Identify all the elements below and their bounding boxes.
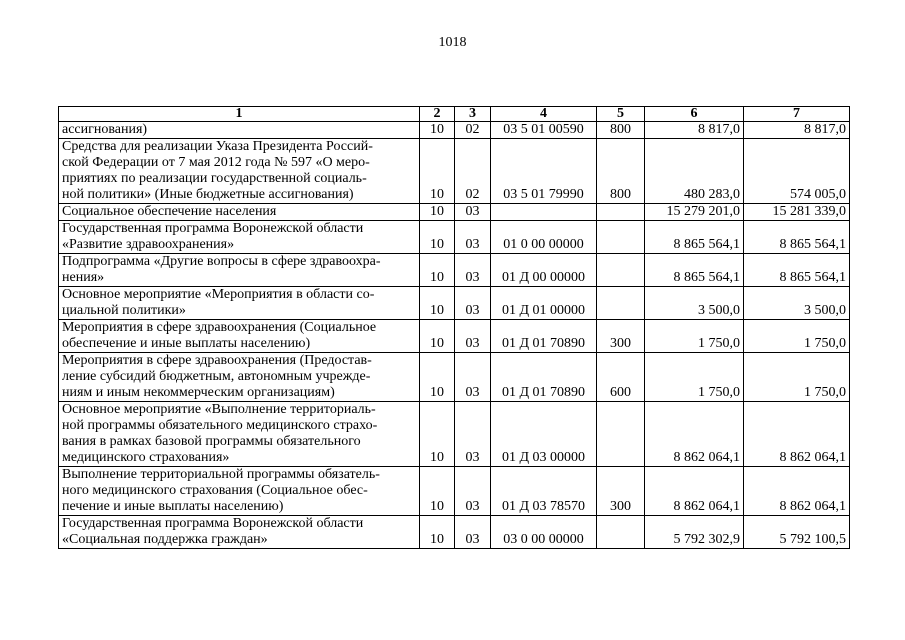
expense-type-cell: 800 bbox=[597, 139, 645, 204]
row-name-line: ской Федерации от 7 мая 2012 года № 597 «О меро- bbox=[62, 155, 370, 170]
table-row bbox=[59, 516, 850, 549]
target-article-cell: 01 Д 03 78570 bbox=[491, 467, 597, 516]
row-name-line: ной программы обязательного медицинского страхо- bbox=[62, 418, 378, 433]
expense-type-cell: 300 bbox=[597, 467, 645, 516]
row-name-cell bbox=[59, 221, 420, 254]
amount-year2-cell: 574 005,0 bbox=[744, 139, 850, 204]
row-name-cell bbox=[59, 287, 420, 320]
section-code-cell: 10 bbox=[420, 467, 455, 516]
target-article-cell: 03 5 01 79990 bbox=[491, 139, 597, 204]
column-header: 5 bbox=[597, 107, 645, 122]
amount-year2-cell: 8 865 564,1 bbox=[744, 254, 850, 287]
row-name-line: Основное мероприятие «Выполнение территориаль- bbox=[62, 402, 376, 417]
section-code-cell: 10 bbox=[420, 516, 455, 549]
target-article-cell: 01 0 00 00000 bbox=[491, 221, 597, 254]
row-name-line: циальной политики» bbox=[62, 303, 186, 318]
row-name-line: приятиях по реализации государственной социаль- bbox=[62, 171, 367, 186]
amount-year2-cell: 8 862 064,1 bbox=[744, 467, 850, 516]
target-article-cell bbox=[491, 204, 597, 221]
row-name-line: медицинского страхования» bbox=[62, 450, 230, 465]
amount-year1-cell: 8 865 564,1 bbox=[645, 254, 744, 287]
amount-year2-cell: 15 281 339,0 bbox=[744, 204, 850, 221]
subsection-code-cell: 03 bbox=[455, 221, 491, 254]
section-code-cell: 10 bbox=[420, 221, 455, 254]
table-row bbox=[59, 204, 850, 221]
table-row bbox=[59, 353, 850, 402]
expense-type-cell bbox=[597, 254, 645, 287]
subsection-code-cell: 02 bbox=[455, 122, 491, 139]
row-name-cell bbox=[59, 467, 420, 516]
row-name-line: Основное мероприятие «Мероприятия в области со- bbox=[62, 287, 375, 302]
column-header: 2 bbox=[420, 107, 455, 122]
row-name-line: ниям и иным некоммерческим организациям) bbox=[62, 385, 335, 400]
row-name-line: ассигнования) bbox=[62, 122, 148, 137]
subsection-code-cell: 03 bbox=[455, 287, 491, 320]
amount-year1-cell: 8 862 064,1 bbox=[645, 467, 744, 516]
subsection-code-cell: 03 bbox=[455, 320, 491, 353]
column-header: 7 bbox=[744, 107, 850, 122]
amount-year1-cell: 8 865 564,1 bbox=[645, 221, 744, 254]
amount-year2-cell: 8 865 564,1 bbox=[744, 221, 850, 254]
section-code-cell: 10 bbox=[420, 122, 455, 139]
expense-type-cell bbox=[597, 287, 645, 320]
table-row bbox=[59, 139, 850, 204]
row-name-cell bbox=[59, 122, 420, 139]
table-row bbox=[59, 254, 850, 287]
expense-type-cell bbox=[597, 204, 645, 221]
column-header: 6 bbox=[645, 107, 744, 122]
row-name-line: Мероприятия в сфере здравоохранения (Предостав- bbox=[62, 353, 372, 368]
subsection-code-cell: 03 bbox=[455, 467, 491, 516]
row-name-line: обеспечение и иные выплаты населению) bbox=[62, 336, 311, 351]
amount-year2-cell: 1 750,0 bbox=[744, 353, 850, 402]
section-code-cell: 10 bbox=[420, 320, 455, 353]
row-name-line: Социальное обеспечение населения bbox=[62, 204, 277, 219]
subsection-code-cell: 03 bbox=[455, 204, 491, 221]
subsection-code-cell: 02 bbox=[455, 139, 491, 204]
target-article-cell: 03 0 00 00000 bbox=[491, 516, 597, 549]
amount-year2-cell: 1 750,0 bbox=[744, 320, 850, 353]
amount-year1-cell: 8 817,0 bbox=[645, 122, 744, 139]
amount-year1-cell: 480 283,0 bbox=[645, 139, 744, 204]
expense-type-cell: 600 bbox=[597, 353, 645, 402]
amount-year1-cell: 1 750,0 bbox=[645, 320, 744, 353]
amount-year1-cell: 3 500,0 bbox=[645, 287, 744, 320]
target-article-cell: 01 Д 01 00000 bbox=[491, 287, 597, 320]
target-article-cell: 01 Д 00 00000 bbox=[491, 254, 597, 287]
row-name-line: Средства для реализации Указа Президента Россий- bbox=[62, 139, 373, 154]
row-name-cell bbox=[59, 254, 420, 287]
amount-year2-cell: 8 817,0 bbox=[744, 122, 850, 139]
row-name-cell bbox=[59, 204, 420, 221]
section-code-cell: 10 bbox=[420, 139, 455, 204]
target-article-cell: 03 5 01 00590 bbox=[491, 122, 597, 139]
column-header: 4 bbox=[491, 107, 597, 122]
row-name-cell bbox=[59, 139, 420, 204]
table-header-row bbox=[59, 107, 850, 122]
table-row bbox=[59, 122, 850, 139]
row-name-line: вания в рамках базовой программы обязательного bbox=[62, 434, 361, 449]
row-name-cell bbox=[59, 516, 420, 549]
subsection-code-cell: 03 bbox=[455, 353, 491, 402]
section-code-cell: 10 bbox=[420, 254, 455, 287]
subsection-code-cell: 03 bbox=[455, 254, 491, 287]
section-code-cell: 10 bbox=[420, 402, 455, 467]
row-name-line: нения» bbox=[62, 270, 105, 285]
budget-table bbox=[58, 106, 850, 549]
row-name-line: Государственная программа Воронежской области bbox=[62, 516, 364, 531]
amount-year1-cell: 15 279 201,0 bbox=[645, 204, 744, 221]
table-row bbox=[59, 287, 850, 320]
row-name-cell bbox=[59, 320, 420, 353]
table-row bbox=[59, 221, 850, 254]
row-name-cell bbox=[59, 353, 420, 402]
amount-year1-cell: 5 792 302,9 bbox=[645, 516, 744, 549]
row-name-line: Выполнение территориальной программы обязатель- bbox=[62, 467, 380, 482]
amount-year1-cell: 1 750,0 bbox=[645, 353, 744, 402]
section-code-cell: 10 bbox=[420, 353, 455, 402]
page-number: 1018 bbox=[438, 35, 467, 50]
expense-type-cell bbox=[597, 221, 645, 254]
amount-year1-cell: 8 862 064,1 bbox=[645, 402, 744, 467]
row-name-line: Подпрограмма «Другие вопросы в сфере здравоохра- bbox=[62, 254, 381, 269]
subsection-code-cell: 03 bbox=[455, 516, 491, 549]
row-name-line: Государственная программа Воронежской области bbox=[62, 221, 364, 236]
section-code-cell: 10 bbox=[420, 287, 455, 320]
row-name-cell bbox=[59, 402, 420, 467]
table-row bbox=[59, 467, 850, 516]
table-row bbox=[59, 320, 850, 353]
target-article-cell: 01 Д 01 70890 bbox=[491, 353, 597, 402]
target-article-cell: 01 Д 01 70890 bbox=[491, 320, 597, 353]
expense-type-cell bbox=[597, 516, 645, 549]
section-code-cell: 10 bbox=[420, 204, 455, 221]
expense-type-cell: 800 bbox=[597, 122, 645, 139]
subsection-code-cell: 03 bbox=[455, 402, 491, 467]
row-name-line: ного медицинского страхования (Социальное обес- bbox=[62, 483, 368, 498]
table-row bbox=[59, 402, 850, 467]
row-name-line: «Социальная поддержка граждан» bbox=[62, 532, 268, 547]
row-name-line: ной политики» (Иные бюджетные ассигнования) bbox=[62, 187, 354, 202]
row-name-line: печение и иные выплаты населению) bbox=[62, 499, 284, 514]
row-name-line: ление субсидий бюджетным, автономным учрежде- bbox=[62, 369, 371, 384]
row-name-line: Мероприятия в сфере здравоохранения (Социальное bbox=[62, 320, 377, 335]
amount-year2-cell: 3 500,0 bbox=[744, 287, 850, 320]
target-article-cell: 01 Д 03 00000 bbox=[491, 402, 597, 467]
expense-type-cell bbox=[597, 402, 645, 467]
amount-year2-cell: 8 862 064,1 bbox=[744, 402, 850, 467]
amount-year2-cell: 5 792 100,5 bbox=[744, 516, 850, 549]
row-name-line: «Развитие здравоохранения» bbox=[62, 237, 235, 252]
column-header: 1 bbox=[59, 107, 420, 122]
column-header: 3 bbox=[455, 107, 491, 122]
table-body bbox=[59, 122, 850, 549]
expense-type-cell: 300 bbox=[597, 320, 645, 353]
